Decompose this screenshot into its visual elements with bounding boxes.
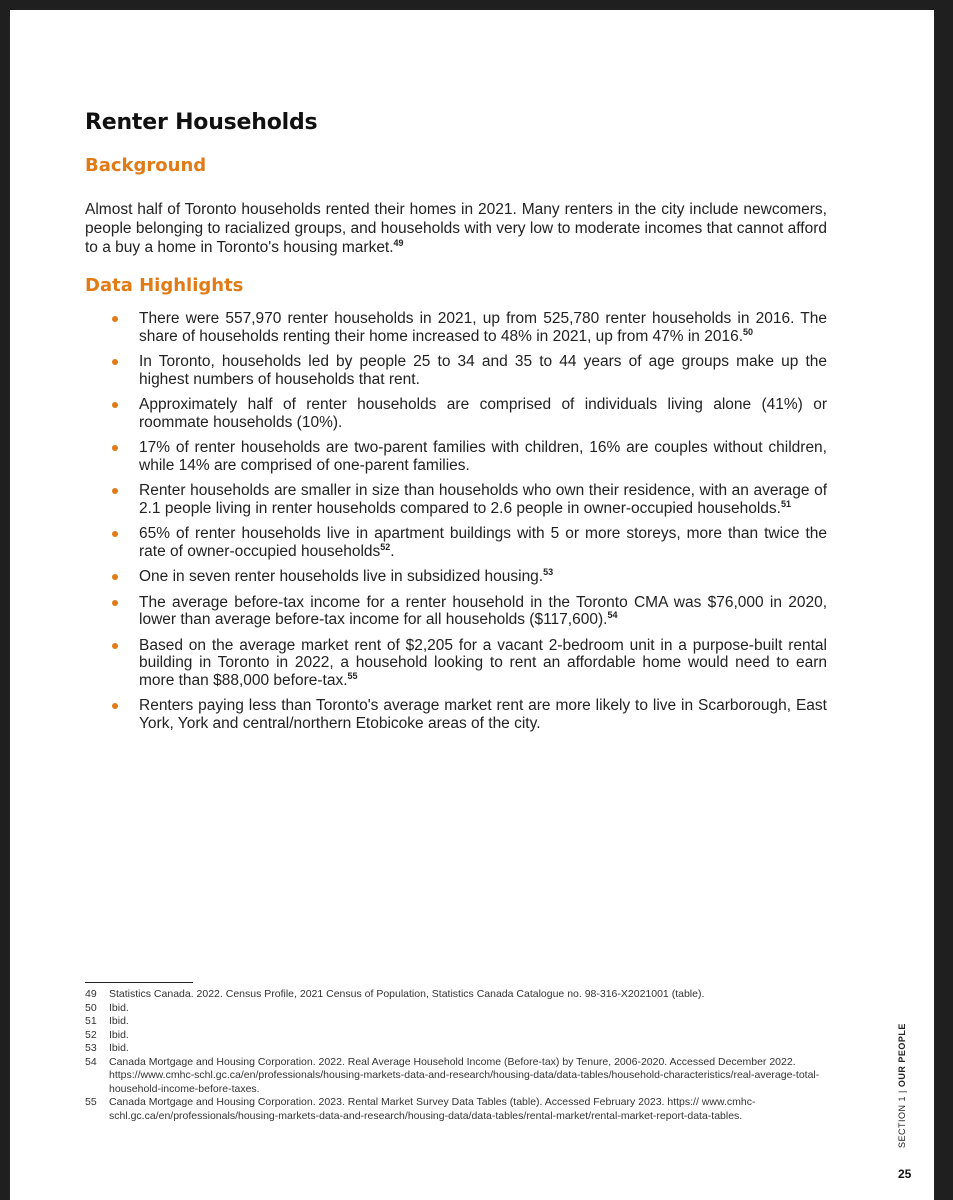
highlight-item [110, 568, 827, 586]
page-title: Renter Households [85, 110, 318, 135]
footnote-number: 51 [85, 1015, 97, 1027]
data-highlights-heading: Data Highlights [85, 275, 244, 296]
highlight-text: Renter households are smaller in size than households who own their residence, with an average of 2.1 people living in renter households compared to 2.6 people in owner-occupied households. [139, 482, 827, 517]
footnote-number: 54 [85, 1055, 97, 1068]
footnote-number: 53 [85, 1042, 97, 1054]
footnote-divider [85, 982, 193, 983]
footnote-item [85, 1015, 825, 1029]
footnote-number: 55 [85, 1096, 97, 1108]
footnote-item [85, 1042, 825, 1056]
highlight-text: Based on the average market rent of $2,205 for a vacant 2-bedroom unit in a purpose-built rental building in Toronto in 2022, a household looking to rent an affordable home would need to earn more than $88,000 before-tax. [139, 636, 827, 689]
footnote-item [85, 1056, 825, 1097]
highlight-text: There were 557,970 renter households in 2021, up from 525,780 renter households in 2016. The share of households renting their home increased to 48% in 2021, up from 47% in 2016. [139, 310, 827, 345]
highlight-item [110, 439, 827, 474]
highlight-text: The average before-tax income for a renter household in the Toronto CMA was $76,000 in 2020, lower than average before-tax income for all households ($117,600). [139, 593, 827, 628]
section-number: SECTION 1 | [897, 1090, 907, 1148]
footnote-ref: 54 [607, 609, 618, 620]
highlight-item [110, 396, 827, 431]
highlight-text: One in seven renter households live in subsidized housing. [139, 568, 544, 585]
highlight-text: Approximately half of renter households are comprised of individuals living alone (41%) or roommate households (10%). [139, 396, 827, 431]
background-text: Almost half of Toronto households rented their homes in 2021. Many renters in the city include newcomers, people belonging to racialized groups, and households with very low to moderate incomes that cannot afford to a buy a home in Toronto's housing market. [85, 201, 827, 256]
footnote-ref: 50 [743, 326, 754, 337]
footnote-text: Canada Mortgage and Housing Corporation. 2023. Rental Market Survey Data Tables (table). Accessed February 2023. https:// www.cmhc-schl.gc.ca/en/professionals/housing-markets-data-and-research/housing-data/data-tables/rental-market/rental-market-report-data-tables. [109, 1096, 756, 1122]
page-number: 25 [898, 1167, 912, 1181]
highlight-item [110, 353, 827, 388]
highlight-text: Renters paying less than Toronto's average market rent are more likely to live in Scarborough, East York, York and central/northern Etobicoke areas of the city. [139, 697, 827, 732]
bullet-icon [112, 445, 118, 451]
bullet-icon [112, 316, 118, 322]
highlight-item [110, 637, 827, 690]
footnote-item [85, 1002, 825, 1016]
footnote-text: Ibid. [109, 1028, 129, 1041]
highlight-item [110, 594, 827, 629]
bullet-icon [112, 600, 118, 606]
footnote-item [85, 988, 825, 1002]
background-paragraph [85, 200, 827, 257]
footnote-ref: 53 [543, 566, 554, 577]
bullet-icon [112, 402, 118, 408]
highlight-text: In Toronto, households led by people 25 to 34 and 35 to 44 years of age groups make up the highest numbers of households that rent. [139, 353, 827, 388]
footnote-ref: 49 [393, 237, 404, 248]
background-heading: Background [85, 155, 207, 176]
footnotes-list [85, 988, 825, 1123]
footnote-text: Ibid. [109, 1042, 129, 1054]
section-label [897, 1023, 907, 1148]
highlight-tail: . [390, 542, 395, 560]
section-name: OUR PEOPLE [897, 1023, 907, 1088]
bullet-icon [112, 359, 118, 365]
bullet-icon [112, 643, 118, 649]
footnote-text: Canada Mortgage and Housing Corporation. 2022. Real Average Household Income (Before-tax) by Tenure, 2006-2020. Accessed December 2022. https://www.cmhc-schl.gc.ca/en/professionals/housing-markets-data-and-research/housing-data/data-tables/household-characteristics/real-average-total-household-income-before-taxes. [109, 1055, 820, 1095]
footnote-text: Statistics Canada. 2022. Census Profile, 2021 Census of Population, Statistics Canada Catalogue no. 98-316-X2021001 (table). [109, 988, 705, 1000]
footnote-item [85, 1096, 825, 1123]
highlight-item [110, 310, 827, 345]
footnote-text: Ibid. [109, 1001, 129, 1014]
footnote-number: 49 [85, 988, 97, 1000]
bullet-icon [112, 574, 118, 580]
highlight-item [110, 697, 827, 732]
footnote-item [85, 1029, 825, 1043]
bullet-icon [112, 703, 118, 709]
footnote-ref: 51 [780, 498, 791, 509]
footnote-ref: 52 [380, 541, 391, 552]
footnote-text: Ibid. [109, 1015, 129, 1027]
highlight-text: 65% of renter households live in apartment buildings with 5 or more storeys, more than twice the rate of owner-occupied households [139, 525, 827, 560]
bullet-icon [112, 531, 118, 537]
document-page [10, 10, 934, 1200]
highlight-item [110, 525, 827, 560]
highlight-item [110, 482, 827, 517]
footnote-number: 50 [85, 1001, 97, 1014]
bullet-icon [112, 488, 118, 494]
footnote-number: 52 [85, 1028, 97, 1041]
highlight-text: 17% of renter households are two-parent families with children, 16% are couples without children, while 14% are comprised of one-parent families. [139, 439, 827, 474]
highlights-list [110, 310, 827, 740]
footnote-ref: 55 [347, 670, 358, 681]
